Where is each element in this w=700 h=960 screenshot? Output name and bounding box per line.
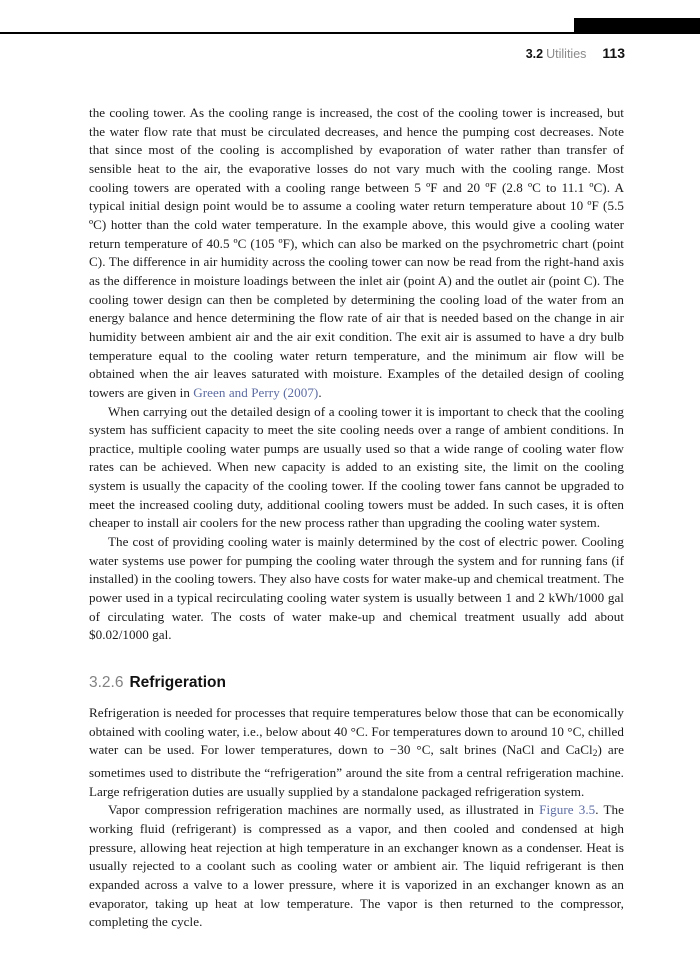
chemical-subscript: 2 (592, 749, 598, 760)
section-heading-refrigeration (89, 673, 624, 693)
paragraph-text: Vapor compression refrigeration machines are normally used, as illustrated in (108, 802, 540, 818)
heading-spacer-bottom (89, 693, 624, 704)
paragraph-text-tail: ) are sometimes used to distribute the “refrigeration” around the site from a central refrigeration machine. Large refrigeration duties are usually supplied by a standalone packaged refrigeration system. (89, 742, 624, 799)
section-heading-title: Refrigeration (129, 674, 226, 692)
paragraph-vapor-compression (89, 801, 624, 932)
paragraph-text: Refrigeration is needed for processes that require temperatures below those that can be economically obtained with cooling water, i.e., below about 40 °C. For temperatures down to around 10 °C, chilled water can be used. For lower temperatures, down to −30 °C, salt brines (NaCl and CaCl (89, 705, 624, 758)
running-head-section-number: 3.2 (525, 47, 544, 61)
paragraph-text-tail: . The working fluid (refrigerant) is compressed as a vapor, and then cooled and condensed at high pressure, allowing heat rejection at high temperature in an exchanger known as a condenser. Heat is usually rejected to a coolant such as cooling water or ambient air. The liquid refrigerant is then expanded across a valve to a lower pressure, where it is vaporized in an exchanger known as an evaporator, taking up heat at low temperature. The vapor is then returned to the compressor, completing the cycle. (89, 802, 625, 930)
header-black-tab (574, 18, 700, 34)
running-head-section-title: Utilities (546, 47, 587, 61)
page-number: 113 (602, 45, 625, 61)
paragraph-cooling-tower-design (89, 104, 624, 403)
page-content (89, 104, 624, 932)
paragraph-cooling-water-cost: The cost of providing cooling water is mainly determined by the cost of electric power. Cooling water systems use power for pumping the cooling water through the system and for running fans (if installed) in the cooling towers. They also have costs for water make-up and chemical treatment. The power used in a typical recirculating cooling water system is usually between 1 and 2 kWh/1000 gal of circulating water. The costs of water make-up and chemical treatment usually add about $0.02/1000 gal. (89, 534, 624, 643)
heading-spacer-top (89, 645, 624, 673)
paragraph-text-tail: . (318, 384, 322, 400)
section-heading-number: 3.2.6 (89, 674, 124, 692)
citation-link-green-and-perry[interactable]: Green and Perry (2007) (193, 384, 319, 400)
figure-link-figure-3-5[interactable]: Figure 3.5 (539, 802, 596, 818)
page-header (0, 0, 700, 72)
running-head (0, 44, 700, 63)
paragraph-text: the cooling tower. As the cooling range is increased, the cost of the cooling tower is increased, but the water flow rate that must be circulated decreases, and hence the pumping cost decreases. Note that since most of the cooling is accomplished by evaporation of water rather than transfer of sensible heat to the air, the evaporative losses do not vary much with the cooling range. Most cooling towers are operated with a cooling range between 5 ºF and 20 ºF (2.8 ºC to 11.1 ºC). A typical initial design point would be to assume a cooling water return temperature about 10 ºF (5.5 ºC) hotter than the cold water temperature. In the example above, this would give a cooling water return temperature of 40.5 ºC (105 ºF), which can also be marked on the psychrometric chart (point C). The difference in air humidity across the cooling tower can now be read from the right-hand axis as the difference in moisture loadings between the inlet air (point A) and the outlet air (point C). The cooling tower design can then be completed by determining the cooling load of the water from an energy balance and hence determining the flow rate of air that is needed based on the change in air humidity between ambient air and the air exit condition. The exit air is assumed to have a dry bulb temperature equal to the cooling water return temperature, and the minimum air flow will be obtained when the air leaves saturated with moisture. Examples of the detailed design of cooling towers are given in (89, 105, 624, 400)
paragraph-refrigeration-intro (89, 704, 624, 801)
paragraph-cooling-system-capacity: When carrying out the detailed design of a cooling tower it is important to check that the cooling system has sufficient capacity to meet the site cooling needs over a range of ambient conditions. In practice, multiple cooling water pumps are usually used so that a wide range of cooling water flow rates can be achieved. When new capacity is added to an existing site, the limit on the cooling system is usually the capacity of the cooling tower. If the cooling tower fans cannot be upgraded to meet the increased cooling duty, additional cooling towers must be added. In such cases, it is often cheaper to install air coolers for the new process rather than upgrading the cooling water system. (89, 403, 624, 531)
